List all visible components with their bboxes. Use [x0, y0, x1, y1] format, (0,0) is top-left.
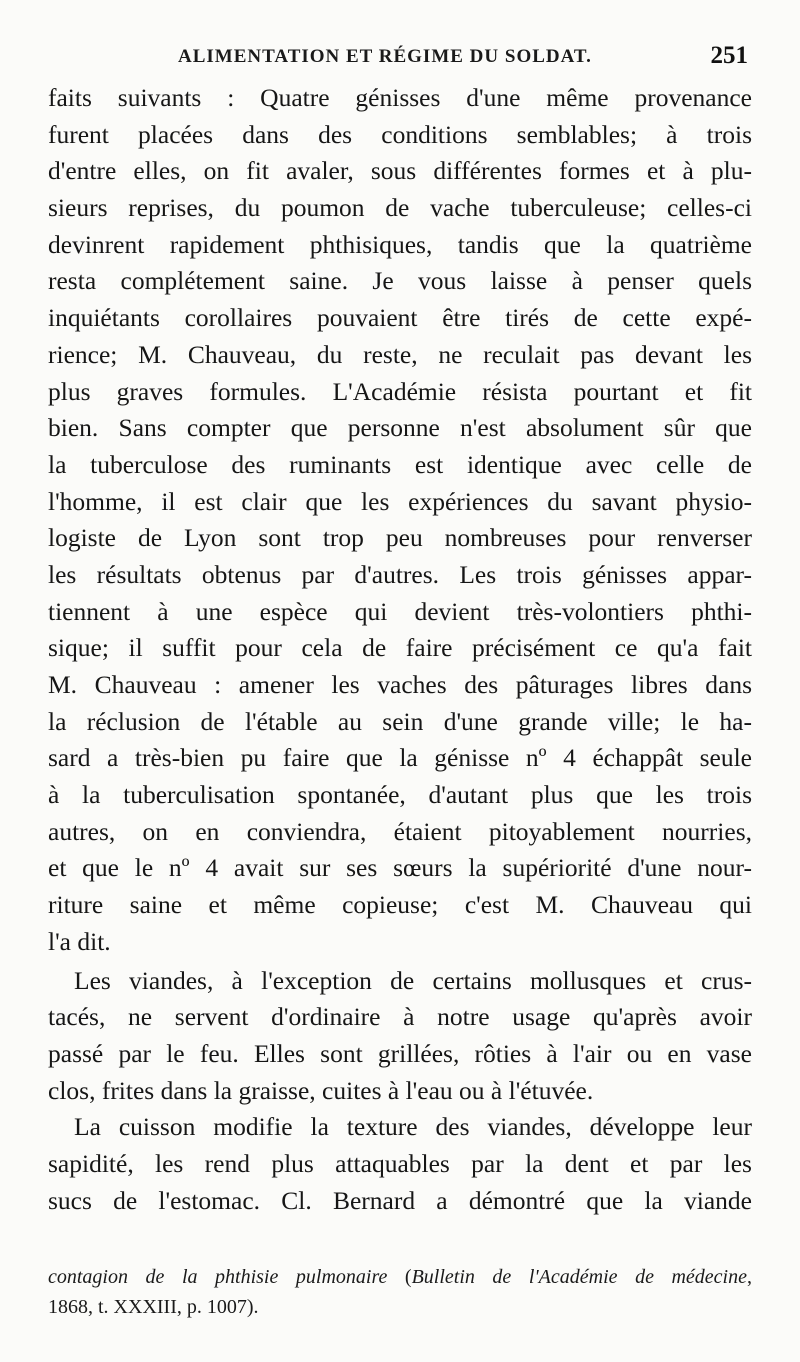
text-line: autres, on en conviendra, étaient pitoyablement nourries, — [48, 816, 752, 846]
footnote-line — [48, 1262, 752, 1292]
text-line: La cuisson modifie la texture des viandes, développe leur — [74, 1112, 752, 1142]
text-line: resta complétement saine. Je vous laisse à penser quels — [48, 266, 752, 296]
text-line: et que le nº 4 avait sur ses sœurs la supériorité d'une nour- — [48, 853, 752, 883]
footnote-title: contagion de la phthisie pulmonaire — [48, 1266, 388, 1288]
running-title: ALIMENTATION ET RÉGIME DU SOLDAT. — [178, 46, 592, 67]
footnote — [48, 1262, 752, 1322]
text-line: sique; il suffit pour cela de faire précisément ce qu'a fait — [48, 633, 752, 663]
page-number: 251 — [710, 42, 748, 69]
text-line: Les viandes, à l'exception de certains mollusques et crus- — [74, 965, 752, 995]
text-line: logiste de Lyon sont trop peu nombreuses pour renverser — [48, 523, 752, 553]
text-line: faits suivants : Quatre génisses d'une même provenance — [48, 83, 752, 112]
text-line: riture saine et même copieuse; c'est M. Chauveau qui — [48, 890, 752, 920]
text-line: M. Chauveau : amener les vaches des pâturages libres dans — [48, 670, 752, 699]
running-head — [50, 42, 750, 76]
text-line: tacés, ne servent d'ordinaire à notre usage qu'après avoir — [48, 1002, 752, 1032]
text-line: l'homme, il est clair que les expériences du savant physio- — [48, 486, 752, 516]
text-line: à la tuberculisation spontanée, d'autant plus que les trois — [48, 780, 752, 810]
text-line: sucs de l'estomac. Cl. Bernard a démontré que la viande — [48, 1185, 752, 1215]
text-line: la tuberculose des ruminants est identique avec celle de — [48, 449, 752, 479]
footnote-source: Bulletin de l'Académie de médecine — [411, 1266, 747, 1288]
text-line: passé par le feu. Elles sont grillées, rôties à l'air ou en vase — [48, 1038, 752, 1068]
text-line: la réclusion de l'étable au sein d'une grande ville; le ha- — [48, 706, 752, 736]
text-line: clos, frites dans la graisse, cuites à l'eau ou à l'étuvée. — [48, 1075, 594, 1105]
text-line: rience; M. Chauveau, du reste, ne reculait pas devant les — [48, 339, 752, 369]
text-line: les résultats obtenus par d'autres. Les trois génisses appar- — [48, 559, 752, 589]
text-line: d'entre elles, on fit avaler, sous différentes formes et à plu- — [48, 156, 752, 186]
footnote-paren: ( — [387, 1266, 412, 1288]
text-line: bien. Sans compter que personne n'est absolument sûr que — [48, 413, 752, 443]
text-line: sapidité, les rend plus attaquables par la dent et par les — [48, 1148, 752, 1178]
body-text — [48, 80, 752, 1219]
text-line: l'a dit. — [48, 926, 111, 956]
text-line: tiennent à une espèce qui devient très-volontiers phthi- — [48, 596, 752, 626]
text-line: sard a très-bien pu faire que la génisse nº 4 échappât seule — [48, 743, 752, 773]
text-line: furent placées dans des conditions semblables; à trois — [48, 119, 752, 149]
text-line: plus graves formules. L'Académie résista pourtant et fit — [48, 376, 752, 406]
text-line: devinrent rapidement phthisiques, tandis que la quatrième — [48, 229, 752, 259]
text-line: sieurs reprises, du poumon de vache tuberculeuse; celles-ci — [48, 193, 752, 223]
footnote-comma: , — [747, 1266, 752, 1288]
text-line: inquiétants corollaires pouvaient être tirés de cette expé- — [48, 303, 752, 333]
footnote-line: 1868, t. XXXIII, p. 1007). — [48, 1296, 259, 1318]
